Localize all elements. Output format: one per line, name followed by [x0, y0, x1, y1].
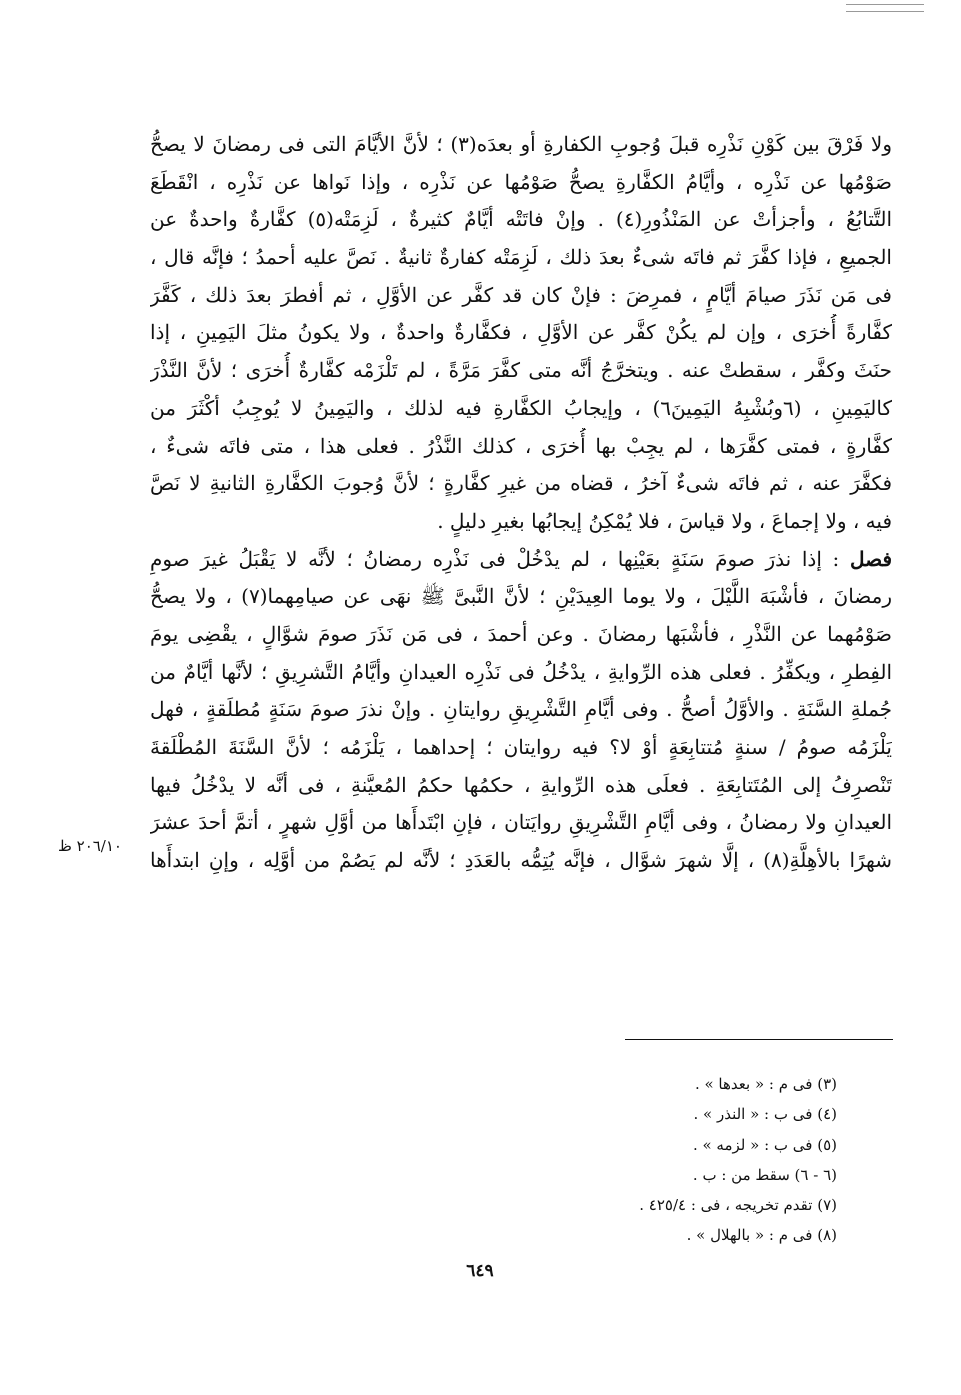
text-line: : إذا نذرَ صومَ سَنَةٍ بعَيْنِها ، لم يدْخُلْ فى نَذْرِه رمضانُ ؛ لأنَّه لا يَقْبَلُ غيرَ صومِ — [150, 546, 840, 571]
text-line: كفَّارةً أُخرَى ، وإن لم يكُنْ كفَّر عن الأوَّلِ ، فكفَّارةٌ واحدةٌ ، ولا يكونُ مثلَ اليَمِينِ ، إذا — [150, 320, 892, 345]
footnote: (٣) فى م : « بعدها » . — [694, 1075, 837, 1093]
text-line: ولا فَرْقَ بين كَوْنِ نَذْرِه قبلَ وُجوبِ الكفارةِ أو بعدَه(٣) ؛ لأنَّ الأيَّامَ التى فى رمضانَ لا يصحُّ — [150, 132, 892, 156]
text-line: كفَّارةٍ ، فمتى كفَّرَها ، لم يجِبْ بها أُخرَى ، كذلك النَّذْرُ . فعلى هذا ، متى فاتَه شىءٌ ، — [150, 433, 892, 458]
footnote: (٨) فى م : « بالهلال » . — [686, 1226, 837, 1245]
text-line: فيه ، ولا إجماعَ ، ولا قياسَ ، فلا يُمْكِنُ إيجابُها بغيرِ دليلٍ . — [437, 508, 892, 533]
text-line: كاليَمِينِ ، (٦وبُشْبِهُ اليَمِينَ٦) ، وإيجابُ الكفَّارةِ فيه لذلك ، واليَمِينُ لا يُوجِبُ أكْثَرَ من — [150, 395, 892, 420]
text-line: العيدانِ ولا رمضانُ ، وفى أيَّامِ التَّشْرِيقِ روايَتان ، فإنِ ابْتَدأَها من أوَّلِ شهرٍ ، أتمَّ أحدَ عشرَ — [150, 810, 892, 835]
section-first-line — [150, 541, 892, 579]
footnote: (٧) تقدم تخريجه ، فى : ٤٢٥/٤ . — [639, 1196, 837, 1215]
text-line: فكفَّرَ عنه ، ثم فاتَه شىءٌ آخرُ ، قضاه من غيرِ كفَّارةٍ ؛ لأنَّ وُجوبَ الكفَّارةِ الثانيةِ لا نَصَّ — [150, 471, 892, 496]
footnote: (٥) فى ب : « لزمه » . — [692, 1135, 837, 1154]
text-line: الفِطرِ ، ويكفِّرُ . فعلى هذه الرِّوايةِ ، يدْخُلُ فى نَذْرِه العيدانِ وأيَّامُ التَّشرِيقِ ؛ لأنَّها أيَّامٌ من — [150, 659, 892, 684]
footnotes — [520, 1069, 837, 1251]
main-text — [150, 126, 892, 880]
text-line: شهرًا بالأهِلَّةِ(٨) ، إلَّا شهرَ شوَّال ، فإنَّه يُتِمُّه بالعَدَدِ ؛ لأنَّه لم يَصُمْ من أوَّلِه ، وإنِ ابتدأَها — [150, 848, 892, 873]
text-line: صَوْمُهما عن النَّذْرِ ، فأشْبَها رمضانَ . وعن أحمدَ ، فى مَن نَذَرَ صومَ شوَّالٍ ، يقْضِى يومَ — [150, 621, 892, 646]
footnote: (٦ - ٦) سقط من : ب . — [692, 1165, 837, 1184]
text-line: يَلْزَمُه صومُ / سنةٍ مُتتابِعَةٍ أوْ لا؟ فيه روايتان ؛ إحداهما ، يَلْزَمُه ؛ لأنَّ السَّنَةَ المُطْلَقةَ — [150, 735, 892, 759]
scan-edge-mark — [846, 4, 924, 5]
footnote-separator — [625, 1039, 893, 1040]
text-line: حنَثَ وكفَّر ، سقطتْ عنه . ويتخرَّجُ أنَّه متى كفَّرَ مَرَّةً ، لم تَلْزَمْه كفَّارةٌ أُخرَى ؛ لأنَّ النَّذْرَ — [150, 358, 892, 383]
page-number: ٦٤٩ — [466, 1261, 494, 1281]
text-line: التَّتابُعُ ، وأجزأتْ عن المَنْذُورِ(٤) . وإنْ فاتَتْه أيَّامٌ كثيرةٌ ، لَزِمَتْه(٥) كفَّارةٌ واحدةٌ عن — [150, 207, 892, 232]
text-line: فى مَن نَذَرَ صيامَ أيَّامٍ ، فمرِضَ : فإنْ كان قد كفَّر عن الأوَّلِ ، ثم أفطرَ بعدَ ذلك ، كَفَّرَ — [150, 282, 892, 307]
text-line: رمضانَ ، فأشْبَهَ اللَّيْلَ ، ولا يوما العِيدَيْنِ ؛ لأنَّ النَّبىَّ ﷺ نهَى عن صيامِهما(٧) ، ولا يصحُّ — [150, 584, 892, 609]
text-line: الجميعِ ، فإذا كفَّرَ ثم فاتَه شىءٌ بعدَ ذلك ، لَزِمَتْه كفارةٌ ثانيةٌ . نَصَّ عليه أحمدُ ؛ فإنَّه قال ، — [150, 245, 892, 270]
manuscript-folio-reference: ٢٠٦/١٠ ظ — [58, 837, 122, 855]
section-label: فصل — [849, 546, 892, 571]
scan-edge-mark — [846, 11, 924, 12]
text-line: جُملةِ السَّنَةِ . والأوَّلُ أصحُّ . وفى أيَّامِ التَّشْرِيقِ روايتانِ . وإنْ نذرَ صومَ سَنَةٍ مُطلَقةٍ ، فهل — [150, 697, 892, 722]
footnote: (٤) فى ب : « النذر » . — [693, 1105, 837, 1124]
text-line: تَنْصرِفُ إلى المُتَتابِعَةِ . فعلَى هذه الرِّوايةِ ، حكمُها حكمُ المُعيَّنةِ ، فى أنَّه لا يدْخُلُ فيها — [150, 772, 892, 797]
text-line: صَوْمُها عن نَذْرِه ، وأيَّامُ الكفَّارةِ يصحُّ صَوْمُها عن نَذْرِه ، وإذا نَواها عن نَذْرِه ، انْقَطَعَ — [150, 169, 892, 194]
